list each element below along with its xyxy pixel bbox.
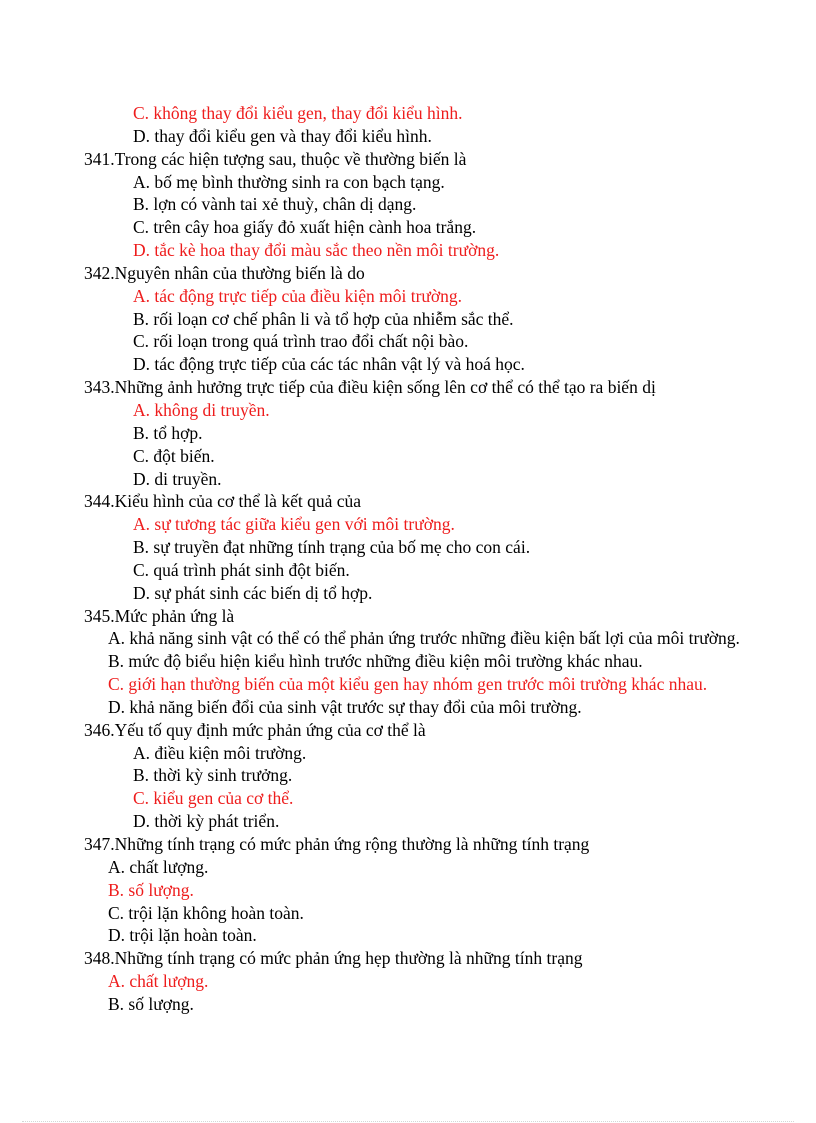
answer-option-correct: C. không thay đổi kiểu gen, thay đổi kiểu hình. bbox=[133, 103, 463, 123]
answer-option-correct: C. giới hạn thường biến của một kiểu gen hay nhóm gen trước môi trường khác nhau. bbox=[108, 674, 708, 695]
question-stem: 341.Trong các hiện tượng sau, thuộc về thường biến là bbox=[84, 148, 467, 169]
answer-option: C. trội lặn không hoàn toàn. bbox=[108, 902, 304, 923]
page-bottom-rule bbox=[22, 1121, 794, 1122]
answer-option: A. bố mẹ bình thường sinh ra con bạch tạng. bbox=[133, 171, 445, 192]
answer-option: A. khả năng sinh vật có thể có thể phản ứng trước những điều kiện bất lợi của môi trường. bbox=[108, 628, 740, 649]
answer-option: D. thay đổi kiểu gen và thay đổi kiểu hình. bbox=[133, 125, 432, 146]
question-stem: 342.Nguyên nhân của thường biến là do bbox=[84, 262, 365, 283]
answer-option: D. tác động trực tiếp của các tác nhân vật lý và hoá học. bbox=[133, 354, 525, 375]
answer-option: D. trội lặn hoàn toàn. bbox=[108, 925, 257, 946]
answer-option: B. lợn có vành tai xẻ thuỳ, chân dị dạng. bbox=[133, 194, 417, 215]
question-stem: 344.Kiểu hình của cơ thể là kết quả của bbox=[84, 491, 362, 512]
question-list bbox=[0, 102, 816, 1016]
answer-option: A. chất lượng. bbox=[108, 856, 209, 877]
answer-option: D. thời kỳ phát triển. bbox=[133, 811, 280, 832]
answer-option-correct: D. tắc kè hoa thay đổi màu sắc theo nền môi trường. bbox=[133, 240, 500, 261]
question-stem: 346.Yếu tố quy định mức phản ứng của cơ thể là bbox=[84, 719, 426, 740]
answer-option-correct: B. số lượng. bbox=[108, 879, 194, 900]
question-stem: 343.Những ảnh hưởng trực tiếp của điều kiện sống lên cơ thể có thể tạo ra biến dị bbox=[84, 377, 656, 398]
answer-option: C. quá trình phát sinh đột biến. bbox=[133, 559, 350, 580]
answer-option: C. rối loạn trong quá trình trao đổi chất nội bào. bbox=[133, 331, 469, 352]
answer-option: C. đột biến. bbox=[133, 445, 215, 466]
question-stem: 348.Những tính trạng có mức phản ứng hẹp thường là những tính trạng bbox=[84, 948, 583, 969]
answer-option: A. điều kiện môi trường. bbox=[133, 742, 307, 763]
answer-option: B. tổ hợp. bbox=[133, 422, 203, 443]
answer-option: B. mức độ biểu hiện kiểu hình trước những điều kiện môi trường khác nhau. bbox=[108, 651, 643, 672]
answer-option: D. di truyền. bbox=[133, 468, 222, 489]
answer-option-correct: A. không di truyền. bbox=[133, 399, 270, 420]
answer-option: B. số lượng. bbox=[108, 993, 194, 1014]
answer-option: C. trên cây hoa giấy đỏ xuất hiện cành hoa trắng. bbox=[133, 217, 477, 238]
answer-option-correct: A. chất lượng. bbox=[108, 971, 209, 992]
question-stem: 347.Những tính trạng có mức phản ứng rộng thường là những tính trạng bbox=[84, 834, 590, 854]
answer-option: B. thời kỳ sinh trưởng. bbox=[133, 765, 293, 786]
answer-option-correct: A. sự tương tác giữa kiểu gen với môi trường. bbox=[133, 514, 455, 535]
answer-option-correct: A. tác động trực tiếp của điều kiện môi trường. bbox=[133, 285, 463, 306]
answer-option: B. sự truyền đạt những tính trạng của bố mẹ cho con cái. bbox=[133, 537, 531, 558]
question-stem: 345.Mức phản ứng là bbox=[84, 605, 235, 626]
answer-option: D. khả năng biến đổi của sinh vật trước sự thay đổi của môi trường. bbox=[108, 696, 582, 717]
answer-option: B. rối loạn cơ chế phân li và tổ hợp của nhiễm sắc thể. bbox=[133, 308, 514, 329]
answer-option: D. sự phát sinh các biến dị tổ hợp. bbox=[133, 582, 373, 603]
answer-option-correct: C. kiểu gen của cơ thể. bbox=[133, 788, 294, 809]
document-page bbox=[0, 102, 816, 1016]
